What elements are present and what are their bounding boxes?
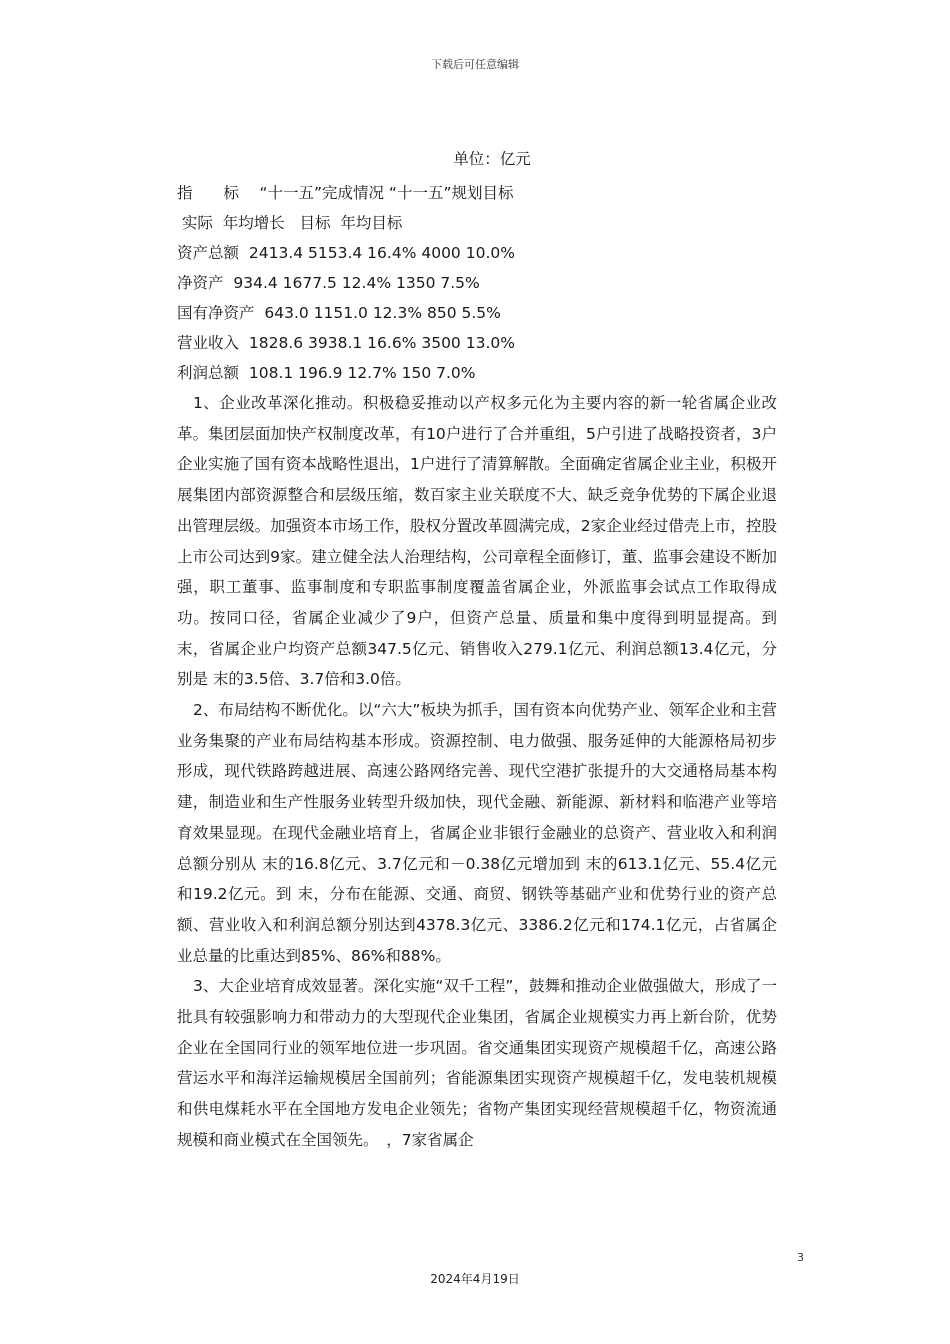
table-row-revenue: 营业收入 1828.6 3938.1 16.6% 3500 13.0%	[177, 334, 515, 352]
table-unit-label: 单位：亿元	[453, 150, 531, 168]
paragraph-enterprise-reform: 1、企业改革深化推动。积极稳妥推动以产权多元化为主要内容的新一轮省属企业改革。集团层面加快产权制度改革，有10户进行了合并重组，5户引进了战略投资者，3户企业实施了国有资本战略性退出，1户进行了清算解散。全面确定省属企业主业，积极开展集团内部资源整合和层级压缩，数百家主业关联度不大、缺乏竞争优势的下属企业退出管理层级。加强资本市场工作，股权分置改革圆满完成，2家企业经过借壳上市，控股上市公司达到9家。建立健全法人治理结构，公司章程全面修订，董、监事会建设不断加强，职工董事、监事制度和专职监事制度覆盖省属企业，外派监事会试点工作取得成功。按同口径，省属企业减少了9户，但资产总量、质量和集中度得到明显提高。到 末，省属企业户均资产总额347.5亿元、销售收入279.1亿元、利润总额13.4亿元，分别是 末的3.5倍、3.7倍和3.0倍。	[177, 394, 777, 689]
table-row-total-assets: 资产总额 2413.4 5153.4 16.4% 4000 10.0%	[177, 244, 515, 262]
table-row-total-profit: 利润总额 108.1 196.9 12.7% 150 7.0%	[177, 364, 476, 382]
table-row-state-net-assets: 国有净资产 643.0 1151.0 12.3% 850 5.5%	[177, 304, 501, 322]
page-number: 3	[797, 1251, 804, 1264]
table-header-row-2: 实际 年均增长 目标 年均目标	[177, 214, 403, 232]
page-header: 下载后可任意编辑	[431, 58, 519, 71]
page-footer-date: 2024年4月19日	[430, 1272, 520, 1286]
table-row-net-assets: 净资产 934.4 1677.5 12.4% 1350 7.5%	[177, 274, 480, 292]
paragraph-structure-optimization: 2、布局结构不断优化。以“六大”板块为抓手，国有资本向优势产业、领军企业和主营业务集聚的产业布局结构基本形成。资源控制、电力做强、服务延伸的大能源格局初步形成，现代铁路跨越进展、高速公路网络完善、现代空港扩张提升的大交通格局基本构建，制造业和生产性服务业转型升级加快，现代金融、新能源、新材料和临港产业等培育效果显现。在现代金融业培育上，省属企业非银行金融业的总资产、营业收入和利润总额分别从 末的16.8亿元、3.7亿元和－0.38亿元增加到 末的613.1亿元、55.4亿元和19.2亿元。到 末，分布在能源、交通、商贸、钢铁等基础产业和优势行业的资产总额、营业收入和利润总额分别达到4378.3亿元、3386.2亿元和174.1亿元，占省属企业总量的比重达到85%、86%和88%。	[177, 701, 777, 965]
table-header-row-1: 指 标 “十一五”完成情况 “十一五”规划目标	[177, 184, 514, 202]
document-body	[177, 146, 777, 1156]
paragraph-large-enterprise: 3、大企业培育成效显著。深化实施“双千工程”，鼓舞和推动企业做强做大，形成了一批具有较强影响力和带动力的大型现代企业集团，省属企业规模实力再上新台阶，优势企业在全国同行业的领军地位进一步巩固。省交通集团实现资产规模超千亿，高速公路营运水平和海洋运输规模居全国前列；省能源集团实现资产规模超千亿，发电装机规模和供电煤耗水平在全国地方发电企业领先；省物产集团实现经营规模超千亿，物资流通规模和商业模式在全国领先。 ，7家省属企	[177, 977, 777, 1149]
